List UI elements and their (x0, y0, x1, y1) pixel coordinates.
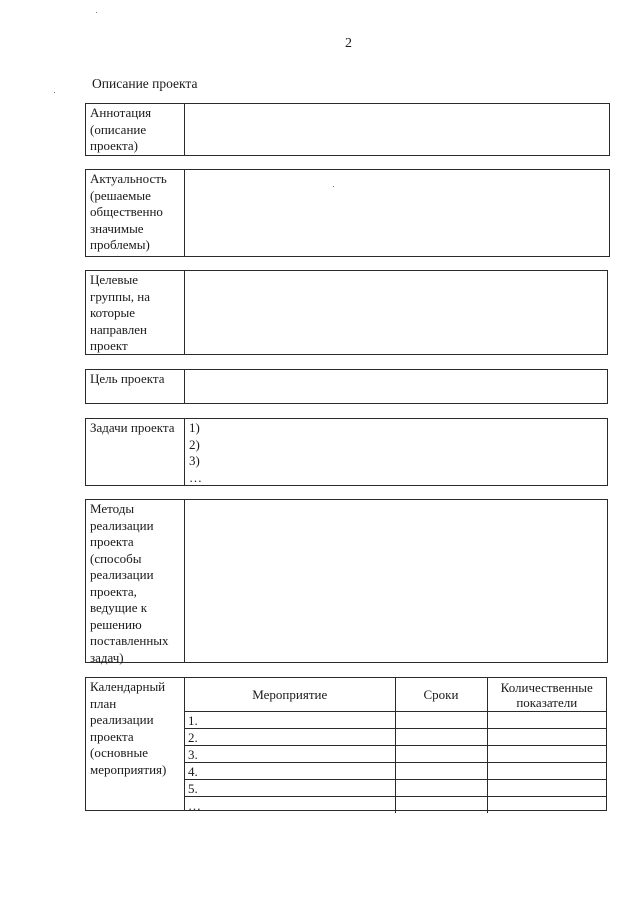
dates-cell[interactable] (395, 746, 487, 763)
event-cell[interactable]: 5. (185, 780, 395, 797)
table-row (185, 763, 606, 780)
table-row (185, 746, 606, 763)
annotation-box (85, 103, 610, 156)
calendar-plan-box (85, 677, 607, 811)
dates-cell[interactable] (395, 729, 487, 746)
indicators-cell[interactable] (487, 729, 606, 746)
methods-box (85, 499, 608, 663)
tasks-list (189, 420, 603, 486)
event-cell[interactable]: … (185, 797, 395, 814)
dates-cell[interactable] (395, 797, 487, 814)
scan-speck (54, 92, 55, 93)
indicators-cell[interactable] (487, 746, 606, 763)
table-row (185, 797, 606, 814)
indicators-cell[interactable] (487, 763, 606, 780)
relevance-field[interactable] (185, 170, 609, 256)
calendar-plan-table (185, 678, 606, 813)
header-indicators: Количественные показатели (487, 678, 606, 712)
indicators-cell[interactable] (487, 797, 606, 814)
target-groups-field[interactable] (185, 271, 607, 354)
event-cell[interactable]: 1. (185, 712, 395, 729)
table-row (185, 712, 606, 729)
task-item: 1) (189, 420, 200, 435)
calendar-plan-label: Календарный план реализации проекта (основные мероприятия) (86, 678, 185, 810)
methods-label: Методы реализации проекта (способы реализации проекта, ведущие к решению поставленных задач) (86, 500, 185, 662)
table-row (185, 780, 606, 797)
header-event: Мероприятие (185, 678, 395, 712)
event-cell[interactable]: 2. (185, 729, 395, 746)
dates-cell[interactable] (395, 763, 487, 780)
dates-cell[interactable] (395, 712, 487, 729)
event-cell[interactable]: 4. (185, 763, 395, 780)
table-row (185, 729, 606, 746)
section-title: Описание проекта (92, 76, 198, 91)
tasks-label: Задачи проекта (86, 419, 185, 485)
calendar-plan-header-row (185, 678, 606, 712)
task-item: … (189, 469, 202, 485)
header-dates: Сроки (395, 678, 487, 712)
tasks-box (85, 418, 608, 486)
tasks-field[interactable] (185, 419, 607, 485)
relevance-box (85, 169, 610, 257)
indicators-cell[interactable] (487, 712, 606, 729)
relevance-label: Актуальность (решаемые общественно значимые проблемы) (86, 170, 185, 256)
target-groups-box (85, 270, 608, 355)
target-groups-label: Целевые группы, на которые направлен проект (86, 271, 185, 354)
scan-speck (333, 186, 334, 187)
goal-label: Цель проекта (86, 370, 185, 403)
scan-speck (96, 12, 97, 13)
goal-field[interactable] (185, 370, 607, 403)
event-cell[interactable]: 3. (185, 746, 395, 763)
task-item: 3) (189, 453, 200, 468)
dates-cell[interactable] (395, 780, 487, 797)
annotation-field[interactable] (185, 104, 609, 155)
annotation-label: Аннотация (описание проекта) (86, 104, 185, 155)
page-number: 2 (345, 36, 352, 51)
task-item: 2) (189, 436, 200, 452)
methods-field[interactable] (185, 500, 607, 662)
indicators-cell[interactable] (487, 780, 606, 797)
goal-box (85, 369, 608, 404)
